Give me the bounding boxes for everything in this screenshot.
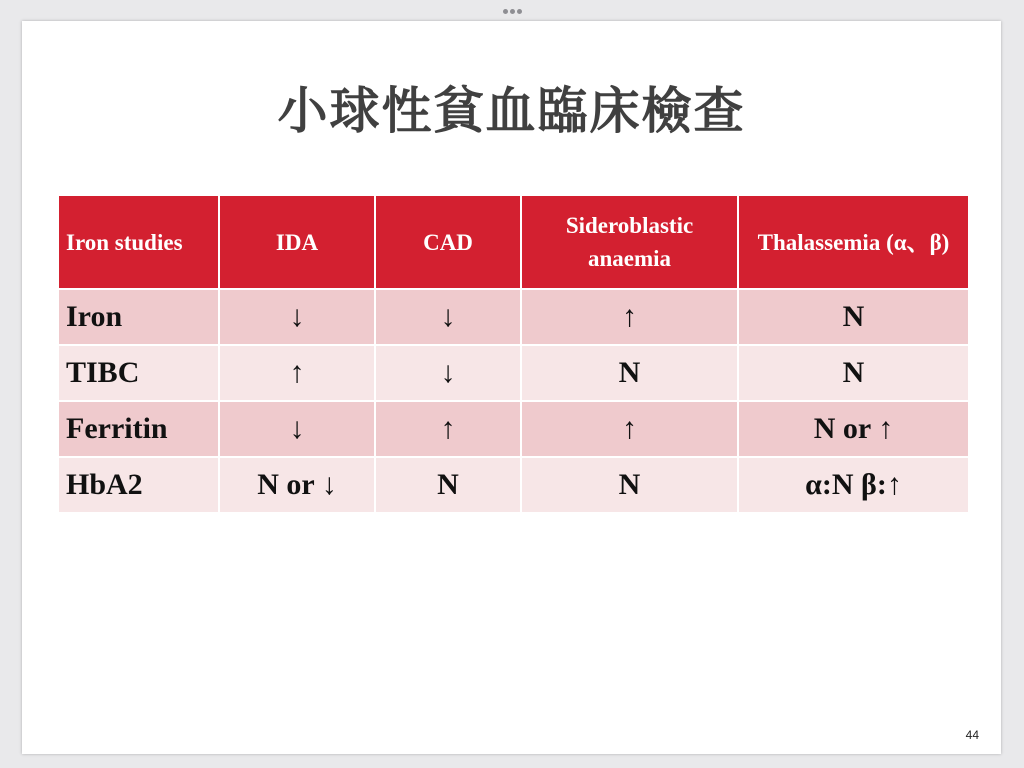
table-cell: N <box>375 457 521 513</box>
table-cell: ↑ <box>219 345 375 401</box>
table-cell: ↑ <box>521 289 738 345</box>
header-ida: IDA <box>219 195 375 289</box>
iron-studies-table <box>57 194 970 514</box>
row-label: Ferritin <box>58 401 219 457</box>
header-thalassemia: Thalassemia (α、β) <box>738 195 969 289</box>
row-label: TIBC <box>58 345 219 401</box>
table-cell: N or ↓ <box>219 457 375 513</box>
table-cell: N <box>521 457 738 513</box>
table-row <box>58 289 969 345</box>
header-sideroblastic-anaemia: Sideroblastic anaemia <box>521 195 738 289</box>
table-cell: ↓ <box>219 401 375 457</box>
row-label: Iron <box>58 289 219 345</box>
slide <box>22 21 1001 754</box>
table-row <box>58 401 969 457</box>
table-cell: ↑ <box>375 401 521 457</box>
table-cell: N <box>738 289 969 345</box>
header-cad: CAD <box>375 195 521 289</box>
table-row <box>58 345 969 401</box>
more-options-icon[interactable] <box>0 6 1024 18</box>
table-cell: ↓ <box>219 289 375 345</box>
table-cell: N or ↑ <box>738 401 969 457</box>
header-iron-studies: Iron studies <box>58 195 219 289</box>
table-header-row <box>58 195 969 289</box>
page-number: 44 <box>965 728 979 742</box>
slide-title: 小球性貧血臨床檢查 <box>277 82 746 140</box>
table-cell: N <box>521 345 738 401</box>
row-label: HbA2 <box>58 457 219 513</box>
table-cell: ↑ <box>521 401 738 457</box>
table-cell: ↓ <box>375 289 521 345</box>
table-row <box>58 457 969 513</box>
table-cell: α:N β:↑ <box>738 457 969 513</box>
table-cell: ↓ <box>375 345 521 401</box>
table-cell: N <box>738 345 969 401</box>
